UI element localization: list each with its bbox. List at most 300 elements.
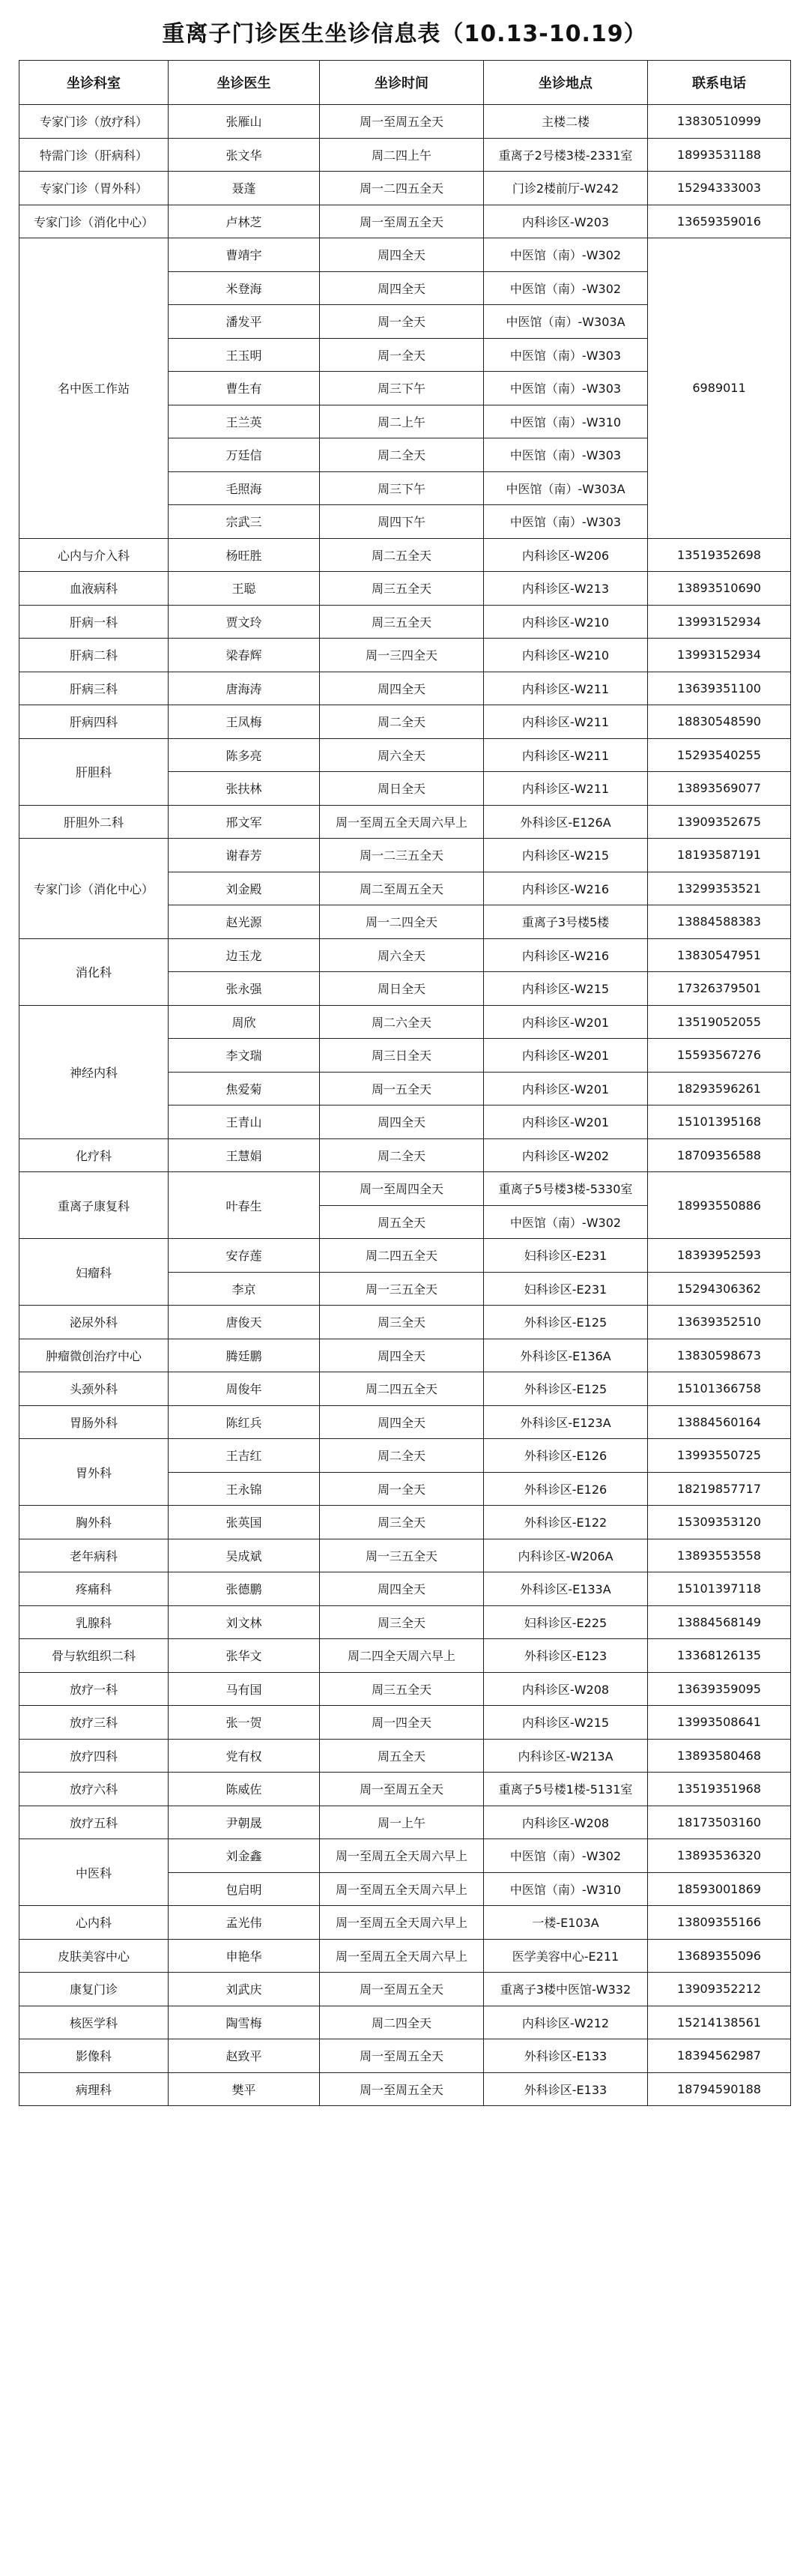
dept-cell: 中医科 xyxy=(19,1839,169,1906)
dept-cell: 肝病三科 xyxy=(19,672,169,705)
time-cell: 周四全天 xyxy=(320,1105,484,1139)
time-cell: 周一上午 xyxy=(320,1806,484,1839)
table-row xyxy=(19,538,791,572)
place-cell: 内科诊区-W201 xyxy=(484,1005,648,1039)
dept-cell: 皮肤美容中心 xyxy=(19,1939,169,1973)
place-cell: 内科诊区-W208 xyxy=(484,1672,648,1706)
dept-cell: 病理科 xyxy=(19,2072,169,2106)
place-cell: 中医馆（南）-W303A xyxy=(484,305,648,339)
dept-cell: 专家门诊（消化中心） xyxy=(19,205,169,238)
doctor-cell: 孟光伟 xyxy=(169,1906,320,1940)
phone-cell: 17326379501 xyxy=(648,972,791,1006)
time-cell: 周二四五全天 xyxy=(320,1239,484,1273)
doctor-cell: 焦爱菊 xyxy=(169,1072,320,1105)
time-cell: 周二四五全天 xyxy=(320,1372,484,1406)
dept-cell: 肝病一科 xyxy=(19,605,169,639)
phone-cell: 13368126135 xyxy=(648,1639,791,1673)
time-cell: 周二五全天 xyxy=(320,538,484,572)
doctor-cell: 张英国 xyxy=(169,1506,320,1539)
phone-cell: 13639359095 xyxy=(648,1672,791,1706)
time-cell: 周一二四全天 xyxy=(320,905,484,939)
dept-cell: 放疗三科 xyxy=(19,1706,169,1740)
phone-cell: 15309353120 xyxy=(648,1506,791,1539)
place-cell: 中医馆（南）-W310 xyxy=(484,405,648,438)
header-time: 坐诊时间 xyxy=(320,61,484,105)
table-row xyxy=(19,138,791,172)
doctor-cell: 赵致平 xyxy=(169,2039,320,2073)
phone-cell: 15101397118 xyxy=(648,1572,791,1606)
dept-cell: 老年病科 xyxy=(19,1539,169,1572)
time-cell: 周三下午 xyxy=(320,471,484,505)
table-row xyxy=(19,205,791,238)
place-cell: 中医馆（南）-W303A xyxy=(484,471,648,505)
place-cell: 内科诊区-W201 xyxy=(484,1105,648,1139)
phone-cell: 13519052055 xyxy=(648,1005,791,1039)
table-row xyxy=(19,105,791,139)
time-cell: 周三下午 xyxy=(320,372,484,405)
table-row xyxy=(19,1773,791,1806)
dept-cell: 肿瘤微创治疗中心 xyxy=(19,1339,169,1372)
doctor-cell: 梁春辉 xyxy=(169,639,320,672)
doctor-cell: 张文华 xyxy=(169,138,320,172)
place-cell: 外科诊区-E125 xyxy=(484,1306,648,1339)
doctor-cell: 王永锦 xyxy=(169,1472,320,1506)
place-cell: 主楼二楼 xyxy=(484,105,648,139)
place-cell: 内科诊区-W216 xyxy=(484,938,648,972)
table-row xyxy=(19,2039,791,2073)
dept-cell: 放疗五科 xyxy=(19,1806,169,1839)
dept-cell: 康复门诊 xyxy=(19,1973,169,2006)
place-cell: 妇科诊区-E231 xyxy=(484,1239,648,1273)
table-row xyxy=(19,1806,791,1839)
phone-cell: 13993152934 xyxy=(648,639,791,672)
doctor-cell: 赵光源 xyxy=(169,905,320,939)
place-cell: 内科诊区-W216 xyxy=(484,872,648,905)
time-cell: 周三全天 xyxy=(320,1506,484,1539)
doctor-cell: 张一贺 xyxy=(169,1706,320,1740)
place-cell: 外科诊区-E125 xyxy=(484,1372,648,1406)
phone-cell: 13830547951 xyxy=(648,938,791,972)
table-row xyxy=(19,2006,791,2039)
doctor-cell: 谢春芳 xyxy=(169,839,320,872)
place-cell: 内科诊区-W213 xyxy=(484,572,648,606)
time-cell: 周四全天 xyxy=(320,1339,484,1372)
doctor-cell: 王凤梅 xyxy=(169,705,320,739)
place-cell: 妇科诊区-E231 xyxy=(484,1272,648,1306)
time-cell: 周二全天 xyxy=(320,1439,484,1473)
phone-cell: 13639351100 xyxy=(648,672,791,705)
place-cell: 外科诊区-E126 xyxy=(484,1472,648,1506)
time-cell: 周六全天 xyxy=(320,938,484,972)
table-row xyxy=(19,705,791,739)
time-cell: 周一至周五全天周六早上 xyxy=(320,1839,484,1873)
place-cell: 内科诊区-W206A xyxy=(484,1539,648,1572)
place-cell: 重离子3楼中医馆-W332 xyxy=(484,1973,648,2006)
place-cell: 内科诊区-W215 xyxy=(484,839,648,872)
time-cell: 周三全天 xyxy=(320,1605,484,1639)
time-cell: 周四全天 xyxy=(320,672,484,705)
place-cell: 内科诊区-W212 xyxy=(484,2006,648,2039)
dept-cell: 放疗一科 xyxy=(19,1672,169,1706)
phone-cell: 13909352212 xyxy=(648,1973,791,2006)
phone-cell: 13830510999 xyxy=(648,105,791,139)
doctor-cell: 张永强 xyxy=(169,972,320,1006)
doctor-cell: 周欣 xyxy=(169,1005,320,1039)
dept-cell: 特需门诊（肝病科） xyxy=(19,138,169,172)
place-cell: 内科诊区-W211 xyxy=(484,705,648,739)
place-cell: 中医馆（南）-W303 xyxy=(484,438,648,472)
time-cell: 周二全天 xyxy=(320,705,484,739)
phone-cell: 13299353521 xyxy=(648,872,791,905)
dept-cell: 放疗四科 xyxy=(19,1739,169,1773)
phone-cell: 15101366758 xyxy=(648,1372,791,1406)
time-cell: 周一二四五全天 xyxy=(320,172,484,205)
doctor-cell: 边玉龙 xyxy=(169,938,320,972)
dept-cell: 肝胆外二科 xyxy=(19,805,169,839)
doctor-cell: 曹靖宇 xyxy=(169,238,320,272)
doctor-cell: 邢文军 xyxy=(169,805,320,839)
table-row xyxy=(19,1605,791,1639)
time-cell: 周一至周五全天 xyxy=(320,1773,484,1806)
phone-cell: 15593567276 xyxy=(648,1039,791,1073)
phone-cell: 15294333003 xyxy=(648,172,791,205)
place-cell: 中医馆（南）-W302 xyxy=(484,1205,648,1239)
time-cell: 周一至周五全天周六早上 xyxy=(320,1906,484,1940)
place-cell: 内科诊区-W213A xyxy=(484,1739,648,1773)
doctor-cell: 刘武庆 xyxy=(169,1973,320,2006)
time-cell: 周一至周五全天 xyxy=(320,105,484,139)
phone-cell: 13809355166 xyxy=(648,1906,791,1940)
phone-cell: 18993550886 xyxy=(648,1172,791,1239)
place-cell: 内科诊区-W211 xyxy=(484,772,648,806)
time-cell: 周一至周五全天周六早上 xyxy=(320,805,484,839)
time-cell: 周一五全天 xyxy=(320,1072,484,1105)
dept-cell: 肝病二科 xyxy=(19,639,169,672)
phone-cell: 13993550725 xyxy=(648,1439,791,1473)
place-cell: 中医馆（南）-W302 xyxy=(484,271,648,305)
doctor-cell: 陈红兵 xyxy=(169,1405,320,1439)
table-row xyxy=(19,1906,791,1940)
place-cell: 医学美容中心-E211 xyxy=(484,1939,648,1973)
time-cell: 周五全天 xyxy=(320,1205,484,1239)
doctor-cell: 陈多亮 xyxy=(169,738,320,772)
table-row xyxy=(19,639,791,672)
doctor-cell: 刘金殿 xyxy=(169,872,320,905)
phone-cell: 13909352675 xyxy=(648,805,791,839)
phone-cell: 18293596261 xyxy=(648,1072,791,1105)
table-row xyxy=(19,1239,791,1273)
table-row xyxy=(19,1506,791,1539)
time-cell: 周四全天 xyxy=(320,1405,484,1439)
dept-cell: 神经内科 xyxy=(19,1005,169,1138)
time-cell: 周二全天 xyxy=(320,438,484,472)
doctor-cell: 杨旺胜 xyxy=(169,538,320,572)
table-row xyxy=(19,938,791,972)
table-row xyxy=(19,1339,791,1372)
phone-cell: 6989011 xyxy=(648,238,791,539)
time-cell: 周二上午 xyxy=(320,405,484,438)
dept-cell: 心内科 xyxy=(19,1906,169,1940)
table-row xyxy=(19,1839,791,1873)
doctor-cell: 张扶林 xyxy=(169,772,320,806)
time-cell: 周五全天 xyxy=(320,1739,484,1773)
time-cell: 周日全天 xyxy=(320,972,484,1006)
time-cell: 周二六全天 xyxy=(320,1005,484,1039)
doctor-cell: 卢林芝 xyxy=(169,205,320,238)
table-row xyxy=(19,1405,791,1439)
table-row xyxy=(19,1639,791,1673)
time-cell: 周四全天 xyxy=(320,238,484,272)
header-place: 坐诊地点 xyxy=(484,61,648,105)
time-cell: 周一至周五全天 xyxy=(320,1973,484,2006)
doctor-cell: 宗武三 xyxy=(169,505,320,539)
doctor-cell: 刘金鑫 xyxy=(169,1839,320,1873)
phone-cell: 18173503160 xyxy=(648,1806,791,1839)
dept-cell: 胃外科 xyxy=(19,1439,169,1506)
doctor-cell: 尹朝晟 xyxy=(169,1806,320,1839)
time-cell: 周六全天 xyxy=(320,738,484,772)
table-row xyxy=(19,1306,791,1339)
phone-cell: 13639352510 xyxy=(648,1306,791,1339)
phone-cell: 13884568149 xyxy=(648,1605,791,1639)
place-cell: 内科诊区-W202 xyxy=(484,1138,648,1172)
doctor-cell: 刘文林 xyxy=(169,1605,320,1639)
dept-cell: 放疗六科 xyxy=(19,1773,169,1806)
place-cell: 外科诊区-E136A xyxy=(484,1339,648,1372)
place-cell: 内科诊区-W210 xyxy=(484,605,648,639)
time-cell: 周四全天 xyxy=(320,271,484,305)
place-cell: 外科诊区-E126 xyxy=(484,1439,648,1473)
dept-cell: 心内与介入科 xyxy=(19,538,169,572)
dept-cell: 妇瘤科 xyxy=(19,1239,169,1306)
doctor-cell: 万廷信 xyxy=(169,438,320,472)
doctor-cell: 张雁山 xyxy=(169,105,320,139)
place-cell: 外科诊区-E123 xyxy=(484,1639,648,1673)
table-row xyxy=(19,605,791,639)
doctor-cell: 王兰英 xyxy=(169,405,320,438)
time-cell: 周二四全天周六早上 xyxy=(320,1639,484,1673)
time-cell: 周一至周五全天周六早上 xyxy=(320,1872,484,1906)
place-cell: 内科诊区-W201 xyxy=(484,1072,648,1105)
doctor-cell: 王青山 xyxy=(169,1105,320,1139)
time-cell: 周一三五全天 xyxy=(320,1539,484,1572)
place-cell: 内科诊区-W211 xyxy=(484,672,648,705)
doctor-cell: 米登海 xyxy=(169,271,320,305)
doctor-cell: 陈威佐 xyxy=(169,1773,320,1806)
doctor-cell: 陶雪梅 xyxy=(169,2006,320,2039)
time-cell: 周三全天 xyxy=(320,1306,484,1339)
phone-cell: 18709356588 xyxy=(648,1138,791,1172)
phone-cell: 13689355096 xyxy=(648,1939,791,1973)
place-cell: 中医馆（南）-W302 xyxy=(484,1839,648,1873)
phone-cell: 15293540255 xyxy=(648,738,791,772)
phone-cell: 13830598673 xyxy=(648,1339,791,1372)
place-cell: 内科诊区-W211 xyxy=(484,738,648,772)
table-row xyxy=(19,1973,791,2006)
doctor-cell: 王吉红 xyxy=(169,1439,320,1473)
doctor-cell: 王慧娟 xyxy=(169,1138,320,1172)
time-cell: 周日全天 xyxy=(320,772,484,806)
dept-cell: 肝胆科 xyxy=(19,738,169,805)
phone-cell: 13893536320 xyxy=(648,1839,791,1873)
doctor-cell: 吴成斌 xyxy=(169,1539,320,1572)
table-row xyxy=(19,805,791,839)
phone-cell: 18794590188 xyxy=(648,2072,791,2106)
table-row xyxy=(19,1672,791,1706)
doctor-cell: 张德鹏 xyxy=(169,1572,320,1606)
time-cell: 周四全天 xyxy=(320,1572,484,1606)
table-row xyxy=(19,572,791,606)
place-cell: 内科诊区-W208 xyxy=(484,1806,648,1839)
dept-cell: 专家门诊（胃外科） xyxy=(19,172,169,205)
doctor-cell: 党有权 xyxy=(169,1739,320,1773)
table-row xyxy=(19,672,791,705)
phone-cell: 13993508641 xyxy=(648,1706,791,1740)
table-row xyxy=(19,238,791,272)
time-cell: 周一至周四全天 xyxy=(320,1172,484,1206)
doctor-cell: 贾文玲 xyxy=(169,605,320,639)
place-cell: 重离子5号楼1楼-5131室 xyxy=(484,1773,648,1806)
phone-cell: 15214138561 xyxy=(648,2006,791,2039)
phone-cell: 13884588383 xyxy=(648,905,791,939)
phone-cell: 13893569077 xyxy=(648,772,791,806)
doctor-cell: 周俊年 xyxy=(169,1372,320,1406)
doctor-cell: 唐俊天 xyxy=(169,1306,320,1339)
time-cell: 周三五全天 xyxy=(320,572,484,606)
dept-cell: 头颈外科 xyxy=(19,1372,169,1406)
dept-cell: 核医学科 xyxy=(19,2006,169,2039)
place-cell: 外科诊区-E133A xyxy=(484,1572,648,1606)
doctor-cell: 樊平 xyxy=(169,2072,320,2106)
dept-cell: 胸外科 xyxy=(19,1506,169,1539)
time-cell: 周四下午 xyxy=(320,505,484,539)
doctor-cell: 曹生有 xyxy=(169,372,320,405)
phone-cell: 15101395168 xyxy=(648,1105,791,1139)
dept-cell: 化疗科 xyxy=(19,1138,169,1172)
time-cell: 周一三四全天 xyxy=(320,639,484,672)
place-cell: 妇科诊区-E225 xyxy=(484,1605,648,1639)
place-cell: 一楼-E103A xyxy=(484,1906,648,1940)
place-cell: 中医馆（南）-W303 xyxy=(484,505,648,539)
doctor-cell: 聂蓬 xyxy=(169,172,320,205)
dept-cell: 肝病四科 xyxy=(19,705,169,739)
place-cell: 内科诊区-W201 xyxy=(484,1039,648,1073)
time-cell: 周一至周五全天 xyxy=(320,205,484,238)
table-row xyxy=(19,1572,791,1606)
doctor-cell: 王玉明 xyxy=(169,338,320,372)
doctor-cell: 马有国 xyxy=(169,1672,320,1706)
dept-cell: 胃肠外科 xyxy=(19,1405,169,1439)
dept-cell: 乳腺科 xyxy=(19,1605,169,1639)
phone-cell: 18393952593 xyxy=(648,1239,791,1273)
doctor-cell: 唐海涛 xyxy=(169,672,320,705)
schedule-body xyxy=(19,105,791,2106)
table-row xyxy=(19,1539,791,1572)
place-cell: 外科诊区-E123A xyxy=(484,1405,648,1439)
place-cell: 外科诊区-E126A xyxy=(484,805,648,839)
header-row xyxy=(19,61,791,105)
doctor-cell: 申艳华 xyxy=(169,1939,320,1973)
time-cell: 周一全天 xyxy=(320,1472,484,1506)
phone-cell: 18593001869 xyxy=(648,1872,791,1906)
time-cell: 周一二三五全天 xyxy=(320,839,484,872)
table-row xyxy=(19,1172,791,1206)
place-cell: 重离子2号楼3楼-2331室 xyxy=(484,138,648,172)
header-doctor: 坐诊医生 xyxy=(169,61,320,105)
time-cell: 周二至周五全天 xyxy=(320,872,484,905)
table-row xyxy=(19,1005,791,1039)
phone-cell: 13993152934 xyxy=(648,605,791,639)
doctor-cell: 毛照海 xyxy=(169,471,320,505)
place-cell: 重离子3号楼5楼 xyxy=(484,905,648,939)
phone-cell: 13893510690 xyxy=(648,572,791,606)
place-cell: 中医馆（南）-W303 xyxy=(484,338,648,372)
schedule-table xyxy=(19,60,791,2106)
dept-cell: 消化科 xyxy=(19,938,169,1005)
page-title: 重离子门诊医生坐诊信息表（10.13-10.19） xyxy=(162,21,647,47)
dept-cell: 专家门诊（放疗科） xyxy=(19,105,169,139)
dept-cell: 疼痛科 xyxy=(19,1572,169,1606)
place-cell: 外科诊区-E133 xyxy=(484,2039,648,2073)
header-dept: 坐诊科室 xyxy=(19,61,169,105)
table-row xyxy=(19,1372,791,1406)
place-cell: 内科诊区-W215 xyxy=(484,972,648,1006)
time-cell: 周二四全天 xyxy=(320,2006,484,2039)
table-row xyxy=(19,1138,791,1172)
table-row xyxy=(19,738,791,772)
doctor-cell: 王聪 xyxy=(169,572,320,606)
phone-cell: 13893580468 xyxy=(648,1739,791,1773)
place-cell: 中医馆（南）-W310 xyxy=(484,1872,648,1906)
place-cell: 内科诊区-W210 xyxy=(484,639,648,672)
time-cell: 周三日全天 xyxy=(320,1039,484,1073)
place-cell: 中医馆（南）-W302 xyxy=(484,238,648,272)
header-phone: 联系电话 xyxy=(648,61,791,105)
phone-cell: 18193587191 xyxy=(648,839,791,872)
place-cell: 内科诊区-W206 xyxy=(484,538,648,572)
doctor-cell: 叶春生 xyxy=(169,1172,320,1239)
table-row xyxy=(19,1939,791,1973)
place-cell: 中医馆（南）-W303 xyxy=(484,372,648,405)
time-cell: 周一至周五全天 xyxy=(320,2039,484,2073)
dept-cell: 泌尿外科 xyxy=(19,1306,169,1339)
time-cell: 周二全天 xyxy=(320,1138,484,1172)
time-cell: 周三五全天 xyxy=(320,1672,484,1706)
phone-cell: 13519352698 xyxy=(648,538,791,572)
time-cell: 周一至周五全天 xyxy=(320,2072,484,2106)
doctor-cell: 腾廷鹏 xyxy=(169,1339,320,1372)
dept-cell: 影像科 xyxy=(19,2039,169,2073)
table-row xyxy=(19,839,791,872)
time-cell: 周一四全天 xyxy=(320,1706,484,1740)
time-cell: 周二四上午 xyxy=(320,138,484,172)
time-cell: 周一至周五全天周六早上 xyxy=(320,1939,484,1973)
place-cell: 内科诊区-W215 xyxy=(484,1706,648,1740)
phone-cell: 18993531188 xyxy=(648,138,791,172)
table-row xyxy=(19,1739,791,1773)
table-row xyxy=(19,172,791,205)
place-cell: 门诊2楼前厅-W242 xyxy=(484,172,648,205)
place-cell: 内科诊区-W203 xyxy=(484,205,648,238)
time-cell: 周三五全天 xyxy=(320,605,484,639)
table-row xyxy=(19,1706,791,1740)
doctor-cell: 李文瑞 xyxy=(169,1039,320,1073)
table-row xyxy=(19,2072,791,2106)
phone-cell: 15294306362 xyxy=(648,1272,791,1306)
place-cell: 外科诊区-E122 xyxy=(484,1506,648,1539)
place-cell: 重离子5号楼3楼-5330室 xyxy=(484,1172,648,1206)
phone-cell: 18830548590 xyxy=(648,705,791,739)
